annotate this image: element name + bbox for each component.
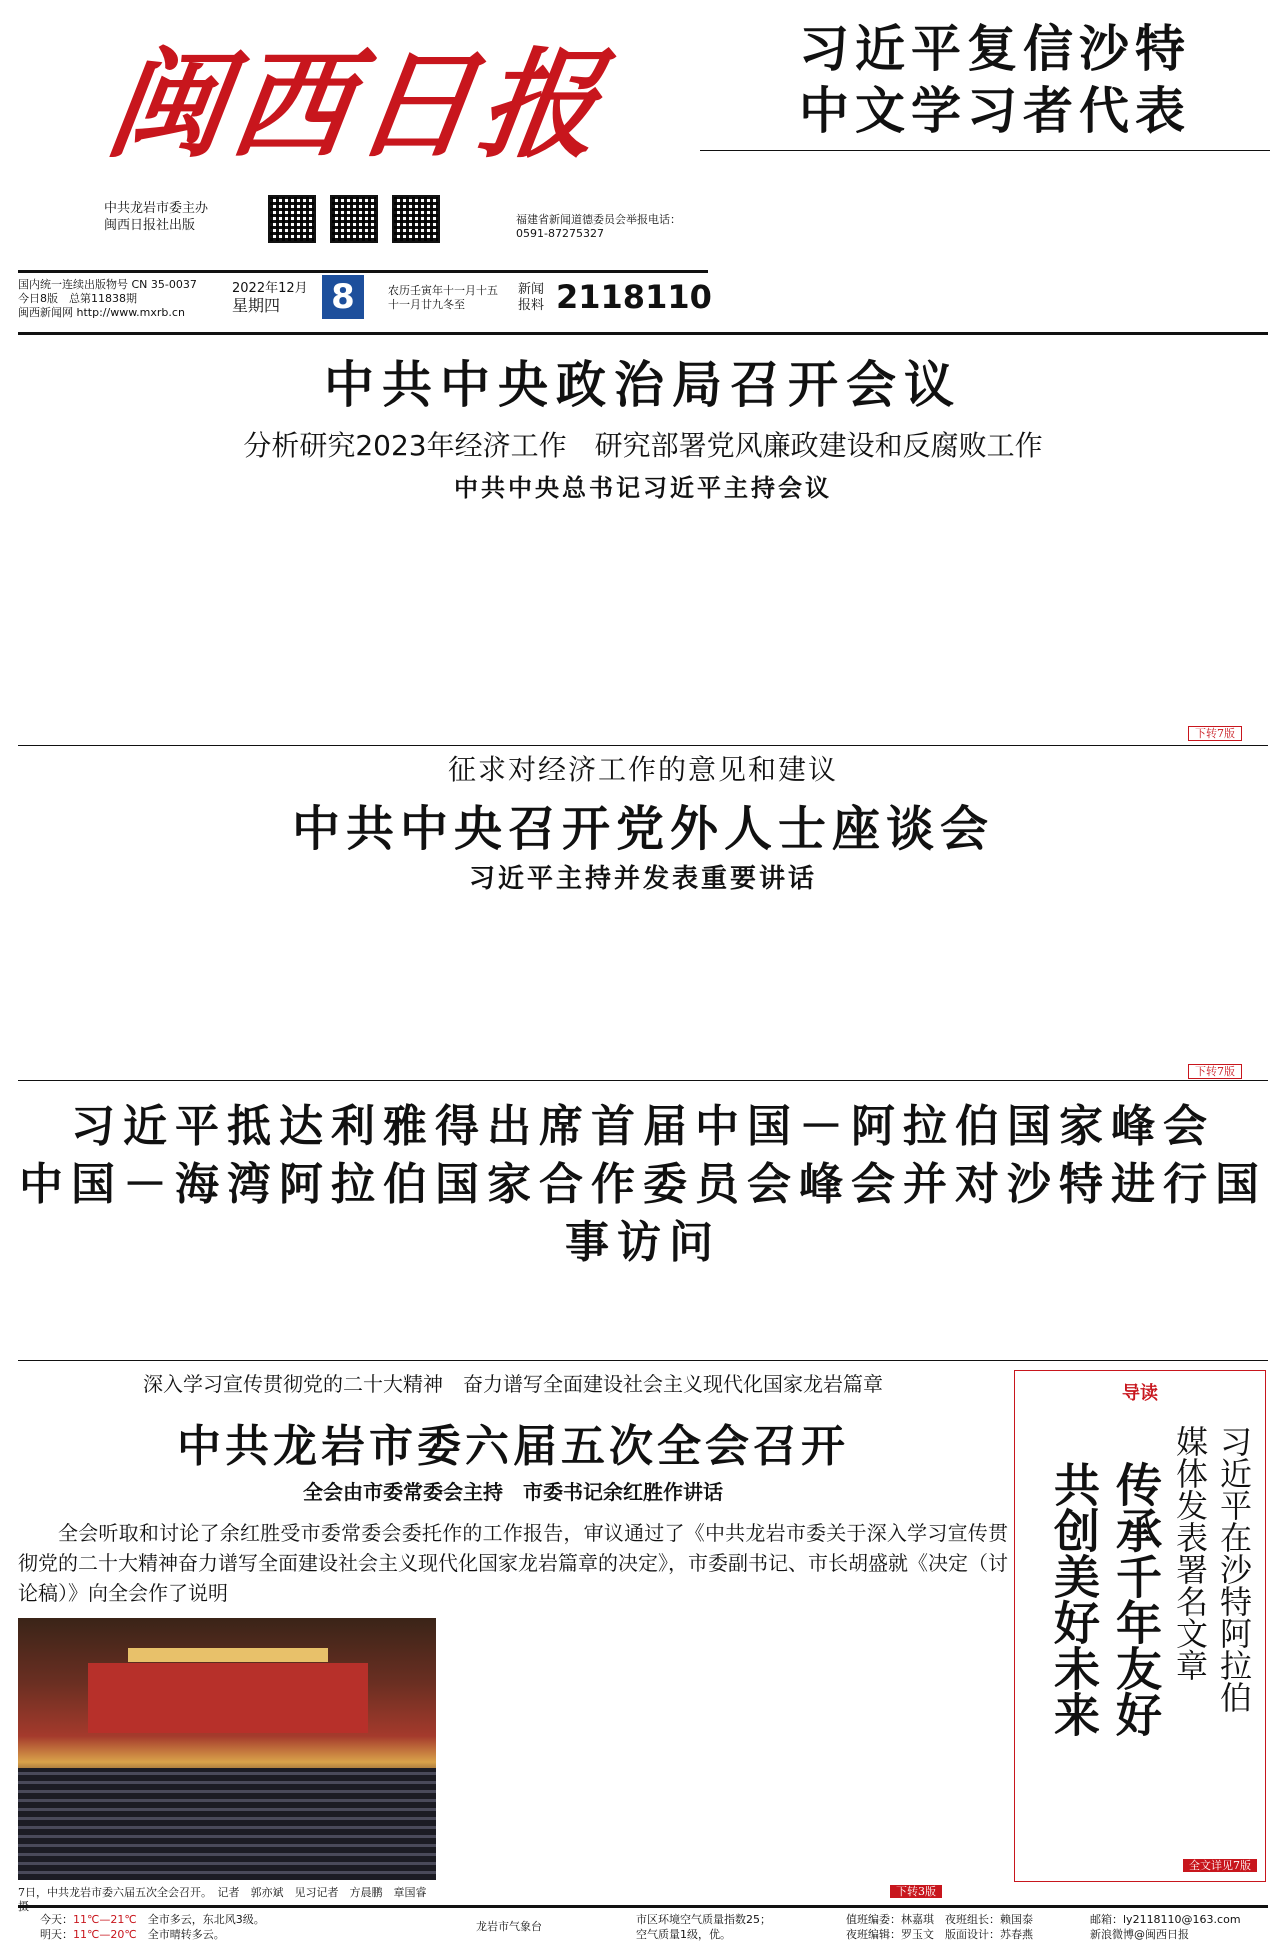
guide-more[interactable] [1183, 1854, 1257, 1873]
page-count: 今日8版 [18, 292, 58, 305]
guide-title-a: 习近平在沙特阿拉伯 [1215, 1425, 1253, 1713]
lunar-line: 农历壬寅年十一月十五 [388, 284, 498, 297]
lunar-date [388, 284, 498, 312]
hotline-label-1: 新闻 [518, 282, 545, 297]
weather-block [40, 1912, 265, 1942]
hotline-label-2: 报料 [518, 298, 545, 313]
tomorrow-temp: 11℃—20℃ [73, 1928, 137, 1941]
editor-line-2: 夜班编辑：罗玉文 版面设计：苏春燕 [846, 1928, 1033, 1941]
section-rule [18, 1080, 1268, 1081]
top-story-headline-1: 习近平复信沙特 [799, 20, 1191, 78]
masthead-logo: 闽西日报 [98, 35, 615, 174]
masthead-rule [18, 270, 708, 273]
story4-kicker: 深入学习宣传贯彻党的二十大精神 奋力谱写全面建设社会主义现代化国家龙岩篇章 [143, 1372, 883, 1396]
ethics-label: 福建省新闻道德委员会举报电话： [516, 213, 681, 226]
today-label: 今天： [40, 1913, 73, 1926]
story4-headline[interactable]: 中共龙岩市委六届五次全会召开 [177, 1421, 849, 1472]
weather-source: 龙岩市气象台 [476, 1920, 542, 1933]
qr-code-icon[interactable] [268, 195, 316, 243]
air-quality-level: 空气质量1级，优。 [636, 1928, 731, 1941]
story1-headline[interactable]: 中共中央政治局召开会议 [324, 356, 962, 414]
section-rule [18, 1360, 1268, 1361]
date-block [232, 280, 308, 314]
story3-headline-1: 习近平抵达利雅得出席首届中国－阿拉伯国家峰会 [71, 1101, 1215, 1152]
date-text: 2022年12月 [232, 281, 308, 296]
photo-caption: 7日，中共龙岩市委六届五次全会召开。 记者 郭亦斌 见习记者 方晨鹏 章国睿 [18, 1886, 427, 1899]
editor-credits [846, 1912, 1033, 1942]
conference-photo [18, 1618, 436, 1880]
issue-info [18, 278, 218, 320]
story1-continued[interactable] [1188, 722, 1242, 741]
story2-kicker: 征求对经济工作的意见和建议 [447, 753, 838, 786]
photo-audience [18, 1768, 436, 1880]
photo-banner [128, 1648, 328, 1662]
continued-label: 下转7版 [1188, 1064, 1242, 1079]
story1-subhead2: 中共中央总书记习近平主持会议 [454, 474, 832, 502]
story2-continued[interactable] [1188, 1060, 1242, 1079]
footer-rule [18, 1905, 1268, 1908]
reg-number: 国内统一连续出版物号 CN 35-0037 [18, 278, 197, 291]
guide-title-d: 共创美好未来 [1047, 1461, 1101, 1737]
qr-code-icon[interactable] [330, 195, 378, 243]
story4-subhead: 全会由市委常委会主持 市委书记余红胜作讲话 [303, 1480, 723, 1504]
top-story-rule [700, 150, 1270, 151]
editor-line-1: 值班编委：林嘉琪 夜班组长：赖国泰 [846, 1913, 1033, 1926]
tomorrow-weather: 全市晴转多云。 [147, 1928, 225, 1941]
top-story-headline-2: 中文学习者代表 [799, 82, 1191, 140]
today-temp: 11℃—21℃ [73, 1913, 137, 1926]
weekday-text: 星期四 [232, 296, 281, 315]
air-quality [636, 1912, 771, 1942]
story3-headline[interactable] [0, 1098, 1286, 1272]
air-quality-index: 市区环境空气质量指数25； [636, 1913, 771, 1926]
photo-stage [88, 1663, 368, 1733]
story4-continued[interactable] [890, 1880, 942, 1899]
contact-email[interactable]: 邮箱：ly2118110@163.com [1090, 1913, 1241, 1926]
sponsor-line [104, 200, 208, 234]
top-story-headline[interactable] [720, 18, 1270, 142]
story1-subhead: 分析研究2023年经济工作 研究部署党风廉政建设和反腐败工作 [243, 429, 1043, 462]
guide-more-label: 全文详见7版 [1183, 1859, 1257, 1872]
solar-term: 十一月廿九冬至 [388, 298, 465, 311]
publisher-text: 闽西日报社出版 [104, 218, 196, 233]
guide-box[interactable] [1014, 1370, 1266, 1882]
guide-title-c: 传承千年友好 [1109, 1461, 1163, 1737]
ethics-hotline [516, 213, 706, 241]
tomorrow-label: 明天： [40, 1928, 73, 1941]
story2-headline[interactable]: 中共中央召开党外人士座谈会 [291, 801, 994, 857]
sponsor-text: 中共龙岩市委主办 [104, 201, 209, 216]
contact-weibo[interactable]: 新浪微博@闽西日报 [1090, 1928, 1189, 1941]
qr-code-icon[interactable] [392, 195, 440, 243]
hotline-label [518, 282, 544, 314]
section-rule [18, 745, 1268, 746]
guide-label: 导读 [1122, 1383, 1158, 1404]
story3-headline-2: 中国－海湾阿拉伯国家合作委员会峰会并对沙特进行国事访问 [19, 1159, 1267, 1268]
story2-subhead: 习近平主持并发表重要讲话 [468, 864, 817, 894]
continued-label: 下转7版 [1188, 726, 1242, 741]
day-number: 8 [322, 275, 364, 319]
hotline-number: 2118110 [556, 278, 712, 316]
continued-label: 下转3版 [890, 1885, 942, 1898]
issue-number: 总第11838期 [69, 292, 137, 305]
guide-title-b: 媒体发表署名文章 [1171, 1425, 1209, 1681]
contact-block [1090, 1912, 1241, 1942]
ethics-phone: 0591-87275327 [516, 227, 604, 240]
website-link[interactable]: 闽西新闻网 http://www.mxrb.cn [18, 306, 185, 319]
today-weather: 全市多云，东北风3级。 [147, 1913, 265, 1926]
section-rule [18, 332, 1268, 335]
story4-deck: 全会听取和讨论了余红胜受市委常委会委托作的工作报告，审议通过了《中共龙岩市委关于深入学习宣传贯彻党的二十大精神奋力谱写全面建设社会主义现代化国家龙岩篇章的决定》，市委副书记、市长胡盛就《决定（讨论稿）》向全会作了说明 [18, 1521, 1008, 1605]
